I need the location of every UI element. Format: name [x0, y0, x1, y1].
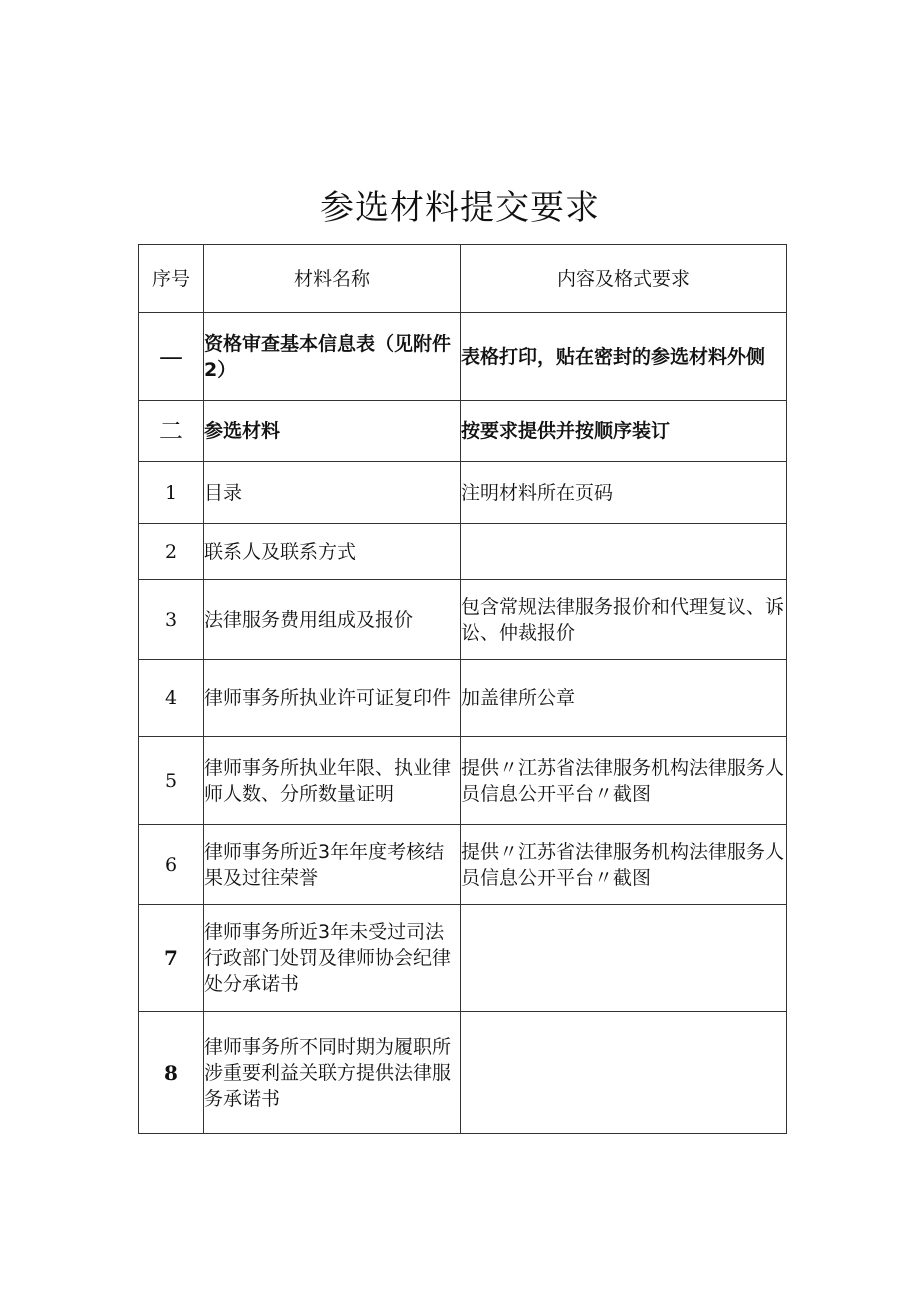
- table-row: [139, 580, 787, 660]
- row-material-name: 律师事务所不同时期为履职所涉重要利益关联方提供法律服务承诺书: [204, 1012, 461, 1134]
- page-title: 参选材料提交要求: [320, 188, 600, 228]
- row-serial: 8: [139, 1012, 204, 1134]
- row-material-name: 联系人及联系方式: [204, 524, 461, 580]
- row-serial: 2: [139, 524, 204, 580]
- row-requirement: 包含常规法律服务报价和代理复议、诉讼、仲裁报价: [461, 580, 787, 660]
- requirements-table: [138, 244, 787, 1134]
- row-requirement: [461, 1012, 787, 1134]
- row-requirement: 按要求提供并按顺序装订: [461, 401, 787, 462]
- row-material-name: 资格审查基本信息表（见附件2）: [204, 313, 461, 401]
- row-serial: 5: [139, 737, 204, 825]
- row-requirement: 加盖律所公章: [461, 660, 787, 737]
- table-header-row: [139, 245, 787, 313]
- row-requirement: 注明材料所在页码: [461, 462, 787, 524]
- row-serial: 7: [139, 905, 204, 1012]
- row-requirement: [461, 524, 787, 580]
- row-material-name: 目录: [204, 462, 461, 524]
- row-requirement: 提供〃江苏省法律服务机构法律服务人员信息公开平台〃截图: [461, 825, 787, 905]
- row-serial: 3: [139, 580, 204, 660]
- table-row: [139, 401, 787, 462]
- table-row: [139, 825, 787, 905]
- table-row: [139, 524, 787, 580]
- row-material-name: 律师事务所近3年年度考核结果及过往荣誉: [204, 825, 461, 905]
- row-material-name: 法律服务费用组成及报价: [204, 580, 461, 660]
- header-serial-number: 序号: [139, 245, 204, 313]
- table-row: [139, 737, 787, 825]
- row-serial: 二: [139, 401, 204, 462]
- row-material-name: 律师事务所执业许可证复印件: [204, 660, 461, 737]
- row-serial: 4: [139, 660, 204, 737]
- table-row: [139, 905, 787, 1012]
- row-requirement: [461, 905, 787, 1012]
- row-serial: 6: [139, 825, 204, 905]
- header-requirements: 内容及格式要求: [461, 245, 787, 313]
- row-serial: —: [139, 313, 204, 401]
- header-material-name: 材料名称: [204, 245, 461, 313]
- row-serial: 1: [139, 462, 204, 524]
- row-material-name: 律师事务所执业年限、执业律师人数、分所数量证明: [204, 737, 461, 825]
- row-requirement: 提供〃江苏省法律服务机构法律服务人员信息公开平台〃截图: [461, 737, 787, 825]
- row-material-name: 律师事务所近3年未受过司法行政部门处罚及律师协会纪律处分承诺书: [204, 905, 461, 1012]
- table-row: [139, 462, 787, 524]
- row-requirement: 表格打印，贴在密封的参选材料外侧: [461, 313, 787, 401]
- table-row: [139, 313, 787, 401]
- row-material-name: 参选材料: [204, 401, 461, 462]
- table-row: [139, 660, 787, 737]
- table-row: [139, 1012, 787, 1134]
